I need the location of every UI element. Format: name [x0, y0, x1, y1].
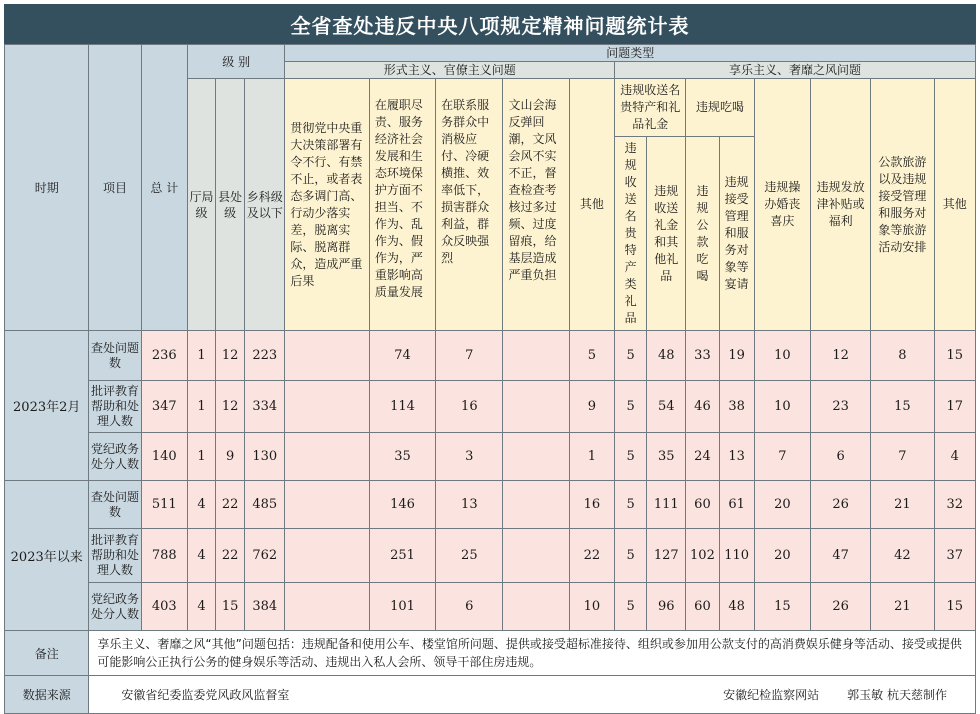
- value-cell: [503, 381, 569, 433]
- header-gift-a: 违规收送名贵特产类礼品: [615, 137, 647, 331]
- value-cell: 762: [245, 529, 285, 583]
- value-cell: 146: [369, 481, 435, 529]
- header-problem-type: 问题类型: [285, 45, 976, 62]
- value-cell: 101: [369, 583, 435, 631]
- value-cell: 13: [436, 481, 503, 529]
- header-formalism-3: 在联系服务群众中消极应付、冷硬横推、效率低下，损害群众利益，群众反映强烈: [436, 79, 503, 331]
- header-formalism-4: 文山会海反弹回潮，文风会风不实不正，督查检查考核过多过频、过度留痕，给基层造成严重负担: [503, 79, 569, 331]
- header-hedonism: 享乐主义、奢靡之风问题: [615, 62, 976, 79]
- value-cell: [503, 529, 569, 583]
- item-cell: 查处问题数: [89, 331, 141, 381]
- table-row: [5, 481, 976, 529]
- value-cell: 12: [216, 331, 245, 381]
- value-cell: 5: [615, 583, 647, 631]
- header-level-ting-label: 厅局级: [189, 189, 214, 220]
- page-title: 全省查处违反中央八项规定精神问题统计表: [4, 4, 976, 44]
- value-cell: 32: [934, 481, 975, 529]
- value-cell: 4: [187, 481, 215, 529]
- value-cell: 10: [754, 331, 810, 381]
- value-cell: [503, 331, 569, 381]
- value-cell: [503, 433, 569, 481]
- source-org: 安徽省纪委监委党风政风监督室: [121, 688, 290, 702]
- value-cell: 5: [569, 331, 614, 381]
- value-cell: 33: [686, 331, 719, 381]
- table-row: [5, 331, 976, 381]
- value-cell: 60: [686, 481, 719, 529]
- value-cell: 25: [436, 529, 503, 583]
- value-cell: 42: [871, 529, 934, 583]
- item-cell: 党纪政务处分人数: [89, 433, 141, 481]
- value-cell: 223: [245, 331, 285, 381]
- item-cell: 批评教育帮助和处理人数: [89, 529, 141, 583]
- value-cell: 4: [934, 433, 975, 481]
- header-subsidy: 违规发放津补贴或福利: [810, 79, 870, 331]
- value-cell: 22: [216, 529, 245, 583]
- header-eat-a: 违规公款吃喝: [686, 137, 719, 331]
- value-cell: 35: [647, 433, 686, 481]
- value-cell: 10: [569, 583, 614, 631]
- value-cell: [503, 481, 569, 529]
- header-travel: 公款旅游以及违规接受管理和服务对象等旅游活动安排: [871, 79, 934, 331]
- value-cell: 26: [810, 583, 870, 631]
- value-cell: 5: [615, 481, 647, 529]
- period-cell: 2023年以来: [5, 481, 89, 631]
- value-cell: [285, 433, 369, 481]
- value-cell: 54: [647, 381, 686, 433]
- value-cell: 10: [754, 381, 810, 433]
- value-cell: 8: [871, 331, 934, 381]
- value-cell: 23: [810, 381, 870, 433]
- value-cell: 127: [647, 529, 686, 583]
- value-cell: [285, 381, 369, 433]
- value-cell: 24: [686, 433, 719, 481]
- value-cell: 140: [141, 433, 187, 481]
- value-cell: 13: [719, 433, 754, 481]
- value-cell: 46: [686, 381, 719, 433]
- value-cell: [285, 583, 369, 631]
- value-cell: 15: [934, 583, 975, 631]
- table-row: [5, 433, 976, 481]
- value-cell: 6: [810, 433, 870, 481]
- value-cell: 236: [141, 331, 187, 381]
- header-level-ting: [187, 79, 215, 331]
- header-gift-b: 违规收送礼金和其他礼品: [647, 137, 686, 331]
- value-cell: 16: [569, 481, 614, 529]
- header-wedding: 违规操办婚丧喜庆: [754, 79, 810, 331]
- value-cell: 102: [686, 529, 719, 583]
- value-cell: 21: [871, 583, 934, 631]
- statistics-table: [4, 44, 976, 714]
- value-cell: 1: [187, 331, 215, 381]
- value-cell: 60: [686, 583, 719, 631]
- note-text: 享乐主义、奢靡之风“其他”问题包括：违规配备和使用公车、楼堂馆所问题、提供或接受超标准接待、组织或参加用公款支付的高消费娱乐健身等活动、接受或提供可能影响公正执行公务的健身娱乐等活动、违规出入私人会所、领导干部住房违规。: [89, 631, 976, 676]
- header-formalism-2: 在履职尽责、服务经济社会发展和生态环境保护方面不担当、不作为、乱作为、假作为，严重影响高质量发展: [369, 79, 435, 331]
- value-cell: 35: [369, 433, 435, 481]
- value-cell: 20: [754, 529, 810, 583]
- table-row: [5, 583, 976, 631]
- table-row: [5, 529, 976, 583]
- value-cell: 15: [934, 331, 975, 381]
- value-cell: 111: [647, 481, 686, 529]
- value-cell: 15: [871, 381, 934, 433]
- header-gift-group: 违规收送名贵特产和礼品礼金: [615, 79, 686, 137]
- value-cell: 16: [436, 381, 503, 433]
- value-cell: 7: [436, 331, 503, 381]
- value-cell: 6: [436, 583, 503, 631]
- value-cell: 403: [141, 583, 187, 631]
- value-cell: [503, 583, 569, 631]
- header-level-xian-label: 县处级: [218, 189, 243, 220]
- value-cell: 485: [245, 481, 285, 529]
- value-cell: 48: [647, 331, 686, 381]
- value-cell: 4: [187, 583, 215, 631]
- header-level-xiang: [245, 79, 285, 331]
- value-cell: 20: [754, 481, 810, 529]
- value-cell: 130: [245, 433, 285, 481]
- value-cell: [285, 331, 369, 381]
- value-cell: 15: [216, 583, 245, 631]
- value-cell: 114: [369, 381, 435, 433]
- value-cell: 110: [719, 529, 754, 583]
- table-body: [5, 331, 976, 631]
- header-level: 级 别: [187, 45, 284, 79]
- value-cell: 21: [871, 481, 934, 529]
- value-cell: 1: [187, 433, 215, 481]
- value-cell: 96: [647, 583, 686, 631]
- value-cell: 4: [187, 529, 215, 583]
- item-cell: 查处问题数: [89, 481, 141, 529]
- item-cell: 批评教育帮助和处理人数: [89, 381, 141, 433]
- header-formalism: 形式主义、官僚主义问题: [285, 62, 615, 79]
- value-cell: 48: [719, 583, 754, 631]
- value-cell: [285, 529, 369, 583]
- value-cell: 1: [187, 381, 215, 433]
- value-cell: 5: [615, 381, 647, 433]
- header-eat-b: 违规接受管理和服务对象等宴请: [719, 137, 754, 331]
- value-cell: 511: [141, 481, 187, 529]
- header-period: 时期: [5, 45, 89, 331]
- header-total: 总 计: [141, 45, 187, 331]
- value-cell: 47: [810, 529, 870, 583]
- value-cell: 7: [871, 433, 934, 481]
- header-eat-group: 违规吃喝: [686, 79, 754, 137]
- value-cell: 12: [216, 381, 245, 433]
- source-row: [89, 676, 976, 714]
- header-hedonism-other: 其他: [934, 79, 975, 331]
- value-cell: 1: [569, 433, 614, 481]
- value-cell: 5: [615, 433, 647, 481]
- value-cell: 251: [369, 529, 435, 583]
- value-cell: 15: [754, 583, 810, 631]
- table-row: [5, 381, 976, 433]
- header-level-xian: [216, 79, 245, 331]
- value-cell: 3: [436, 433, 503, 481]
- value-cell: 26: [810, 481, 870, 529]
- period-cell: 2023年2月: [5, 331, 89, 481]
- source-label: 数据来源: [5, 676, 89, 714]
- value-cell: 788: [141, 529, 187, 583]
- value-cell: [285, 481, 369, 529]
- header-formalism-other: 其他: [569, 79, 614, 331]
- value-cell: 22: [216, 481, 245, 529]
- header-item: 项目: [89, 45, 141, 331]
- value-cell: 74: [369, 331, 435, 381]
- header-formalism-1: 贯彻党中央重大决策部署有令不行、有禁不止，或者表态多调门高、行动少落实差，脱离实际、脱离群众，造成严重后果: [285, 79, 369, 331]
- value-cell: 5: [615, 331, 647, 381]
- value-cell: 38: [719, 381, 754, 433]
- value-cell: 19: [719, 331, 754, 381]
- item-cell: 党纪政务处分人数: [89, 583, 141, 631]
- header-level-xiang-label: 乡科级及以下: [246, 189, 283, 220]
- value-cell: 9: [216, 433, 245, 481]
- value-cell: 17: [934, 381, 975, 433]
- value-cell: 384: [245, 583, 285, 631]
- source-site: 安徽纪检监察网站: [723, 688, 820, 702]
- value-cell: 22: [569, 529, 614, 583]
- value-cell: 9: [569, 381, 614, 433]
- source-author: 郭玉敏 杭天慈制作: [847, 688, 947, 702]
- value-cell: 12: [810, 331, 870, 381]
- value-cell: 7: [754, 433, 810, 481]
- value-cell: 5: [615, 529, 647, 583]
- value-cell: 334: [245, 381, 285, 433]
- note-label: 备注: [5, 631, 89, 676]
- value-cell: 37: [934, 529, 975, 583]
- value-cell: 347: [141, 381, 187, 433]
- value-cell: 61: [719, 481, 754, 529]
